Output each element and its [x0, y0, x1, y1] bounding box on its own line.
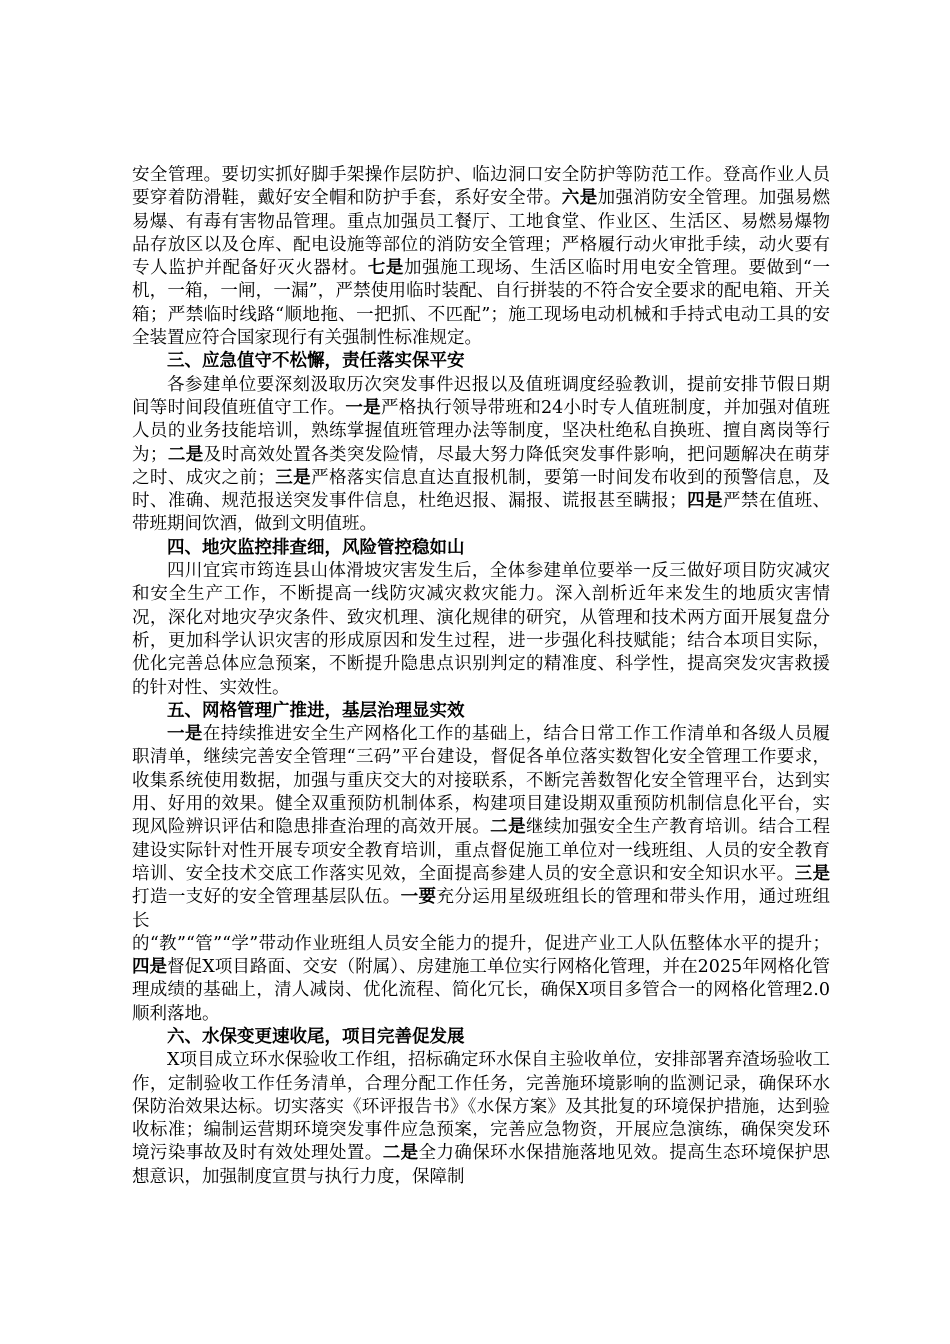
paragraph-text: 充分运用星级班组长的管理和带头作用，通过班组长 [132, 887, 831, 931]
emphasis-text: 一是 [345, 397, 381, 418]
section-heading [132, 700, 830, 723]
paragraph-text: 加强施工现场、生活区临时用电安全管理。要做到“一机，一箱，一闸，一漏”，严禁使用临时装配、自行拼装的不符合安全要求的配电箱、开关箱；严禁临时线路“顺地拖、一把抓、不匹配”；施工现场电动机械和手持式电动工具的安全装置应符合国家现行有关强制性标准规定。 [132, 258, 830, 349]
section-heading [132, 537, 830, 560]
paragraph-text: 加强消防安全管理。加强易燃易爆、有毒有害物品管理。重点加强员工餐厅、工地食堂、作业区、生活区、易燃易爆物品存放区以及仓库、配电设施等部位的消防安全管理；严格履行动火审批手续，动火要有专人监护并配备好灭火器材。 [132, 188, 831, 279]
paragraph-text: 打造一支好的安全管理基层队伍。 [132, 887, 401, 908]
paragraph-text: 安全管理。要切实抓好脚手架操作层防护、临边洞口安全防护等防范工作。登高作业人员要穿着防滑鞋，戴好安全帽和防护手套，系好安全带。 [132, 165, 830, 209]
paragraph-text: 各参建单位要深刻汲取历次突发事件迟报以及值班调度经验教训，提前安排节假日期间等时间段值班值守工作。 [132, 374, 830, 418]
paragraph-text: 全力确保环水保措施落地见效。提高生态环境保护思想意识，加强制度宣贯与执行力度，保障制 [132, 1143, 831, 1187]
emphasis-text: 四是 [132, 957, 168, 978]
emphasis-text: 一要 [400, 887, 437, 908]
emphasis-text: 二是 [382, 1143, 419, 1164]
paragraph-text: 六、水保变更速收尾，项目完善促发展 [167, 1026, 465, 1047]
body-paragraph [132, 164, 830, 350]
paragraph-text: 四川宜宾市筠连县山体滑坡灾害发生后，全体参建单位要举一反三做好项目防灾减灾和安全生产工作，不断提高一线防灾减灾救灾能力。深入剖析近年来发生的地质灾害情况，深化对地灾孕灾条件、致灾机理、演化规律的研究，从管理和技术两方面开展复盘分析，更加科学认识灾害的形成原因和发生过程，进一步强化科技赋能；结合本项目实际，优化完善总体应急预案，不断提升隐患点识别判定的精准度、科学性，提高突发灾害救援的针对性、实效性。 [132, 561, 830, 698]
paragraph-text: 五、网格管理广推进，基层治理显实效 [167, 700, 465, 721]
body-paragraph [132, 560, 830, 700]
paragraph-text: 四、地灾监控排查细，风险管控稳如山 [167, 537, 465, 558]
paragraph-text: 严格执行领导带班和24小时专人值班制度，并加强对值班人员的业务技能培训，熟练掌握值班管理办法等制度，坚决杜绝私自换班、擅自离岗等行为； [132, 397, 831, 465]
body-paragraph [132, 374, 830, 537]
paragraph-text: 严格落实信息直达直报机制，要第一时间发布收到的预警信息，及时、准确、规范报送突发事件信息，杜绝迟报、漏报、谎报甚至瞒报； [132, 467, 831, 512]
paragraph-text: 继续加强安全生产教育培训。结合工程建设实际针对性开展专项安全教育培训，重点督促施工单位对一线班组、人员的安全教育培训、安全技术交底工作落实见效，全面提高参建人员的安全意识和安全知识水平。 [132, 817, 831, 884]
emphasis-text: 三是 [274, 467, 312, 488]
paragraph-text: 在持续推进安全生产网格化工作的基础上，结合日常工作工作清单和各级人员履职清单，继续完善安全管理“三码”平台建设，督促各单位落实数智化安全管理工作要求，收集系统使用数据，加强与重庆交大的对接联系，不断完善数智化安全管理平台，达到实用、好用的效果。健全双重预防机制体系，构建项目建设期双重预防机制信息化平台，实现风险辨识评估和隐患排查治理的高效开展。 [132, 724, 831, 838]
paragraph-text: 督促X项目路面、交安（附属）、房建施工单位实行网格化管理，并在2025年网格化管理成绩的基础上，清人减岗、优化流程、简化冗长，确保X项目多管合一的网格化管理2.0顺利落地。 [132, 957, 830, 1024]
body-paragraph [132, 933, 830, 1026]
document-body [132, 164, 830, 1189]
emphasis-text: 二是 [167, 444, 204, 465]
section-heading [132, 350, 830, 373]
section-heading [132, 1026, 830, 1049]
emphasis-text: 四是 [686, 491, 723, 512]
paragraph-text: 三、应急值守不松懈，责任落实保平安 [167, 351, 465, 372]
emphasis-text: 三是 [794, 863, 831, 884]
emphasis-text: 六是 [561, 188, 598, 209]
paragraph-text: 严禁在值班、带班期间饮酒，做到文明值班。 [132, 491, 831, 535]
emphasis-text: 七是 [367, 258, 404, 279]
emphasis-text: 一是 [167, 724, 203, 745]
emphasis-text: 二是 [490, 817, 526, 838]
body-paragraph [132, 723, 830, 933]
paragraph-text: 及时高效处置各类突发险情，尽最大努力降低突发事件影响，把问题解决在萌芽之时、成灾之前； [132, 444, 831, 488]
body-paragraph [132, 1049, 830, 1189]
paragraph-text: X项目成立环水保验收工作组，招标确定环水保自主验收单位，安排部署弃渣场验收工作，定制验收工作任务清单，合理分配工作任务，完善施环境影响的监测记录，确保环水保防治效果达标。切实落实《环评报告书》《水保方案》及其批复的环境保护措施，达到验收标准；编制运营期环境突发事件应急预案，完善应急物资，开展应急演练，确保突发环境污染事故及时有效处理处置。 [132, 1050, 830, 1164]
paragraph-text: 的“教”“管”“学”带动作业班组人员安全能力的提升，促进产业工人队伍整体水平的提升； [132, 933, 830, 954]
